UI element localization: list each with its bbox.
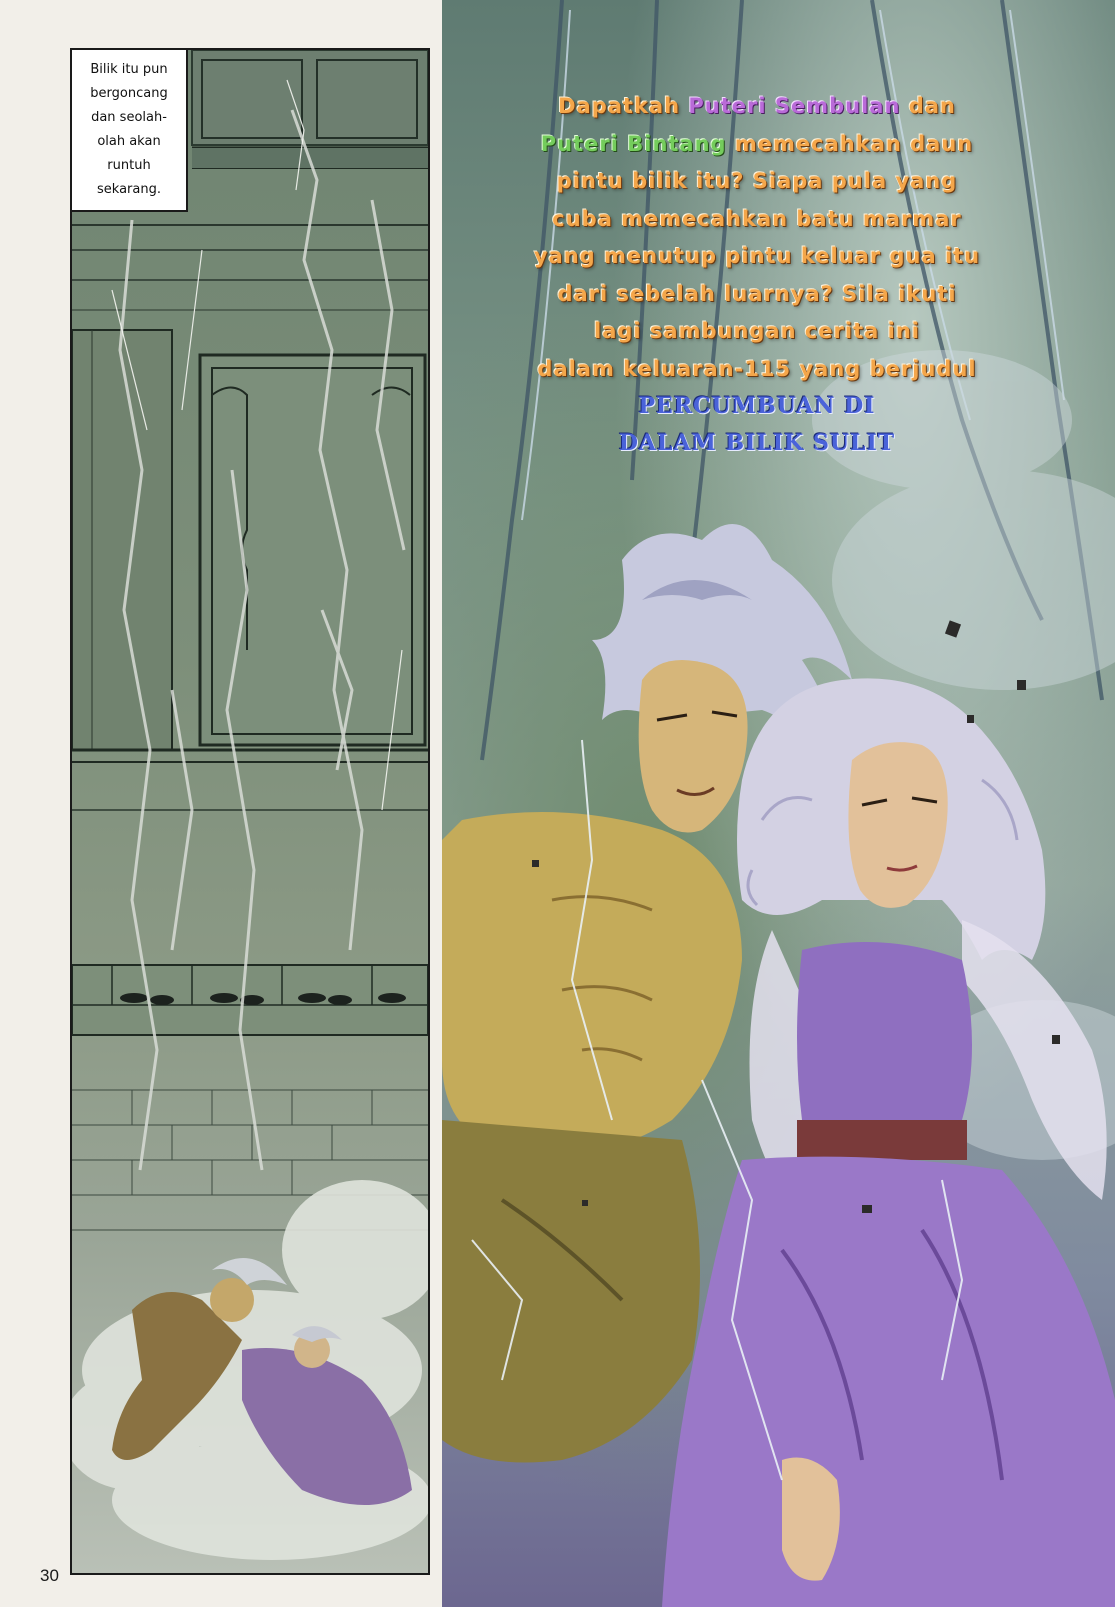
chamber-wall-illustration [72, 50, 430, 1575]
right-art-panel [442, 0, 1115, 1607]
promo-text: Dapatkah [558, 94, 689, 118]
next-issue-promo [517, 88, 997, 462]
next-issue-title: PERCUMBUAN DI [638, 393, 876, 419]
caption-line: olah akan [97, 134, 161, 149]
character-name-sembulan: Puteri Sembulan [688, 94, 901, 118]
caption-line: runtuh [107, 158, 151, 173]
promo-text: cuba memecahkan batu marmar [552, 206, 962, 231]
caption-box [72, 50, 188, 212]
next-issue-title: DALAM BILIK SULIT [618, 430, 896, 456]
caption-line: Bilik itu pun [90, 62, 168, 77]
promo-text: dari sebelah luarnya? Sila ikuti [557, 281, 957, 306]
character-name-bintang: Puteri Bintang [540, 131, 727, 156]
promo-text: yang menutup pintu keluar gua itu [533, 244, 981, 268]
left-comic-panel [70, 48, 430, 1575]
caption-line: sekarang. [97, 182, 161, 197]
caption-line: dan seolah- [91, 110, 167, 125]
promo-text: lagi sambungan cerita ini [594, 319, 920, 343]
promo-text: dalam keluaran-115 yang berjudul [537, 356, 977, 381]
page-number: 30 [40, 1566, 59, 1585]
promo-text: dan [900, 94, 956, 118]
promo-text: memecahkan daun [726, 131, 974, 156]
promo-text: pintu bilik itu? Siapa pula yang [556, 169, 958, 193]
caption-line: bergoncang [90, 86, 168, 101]
